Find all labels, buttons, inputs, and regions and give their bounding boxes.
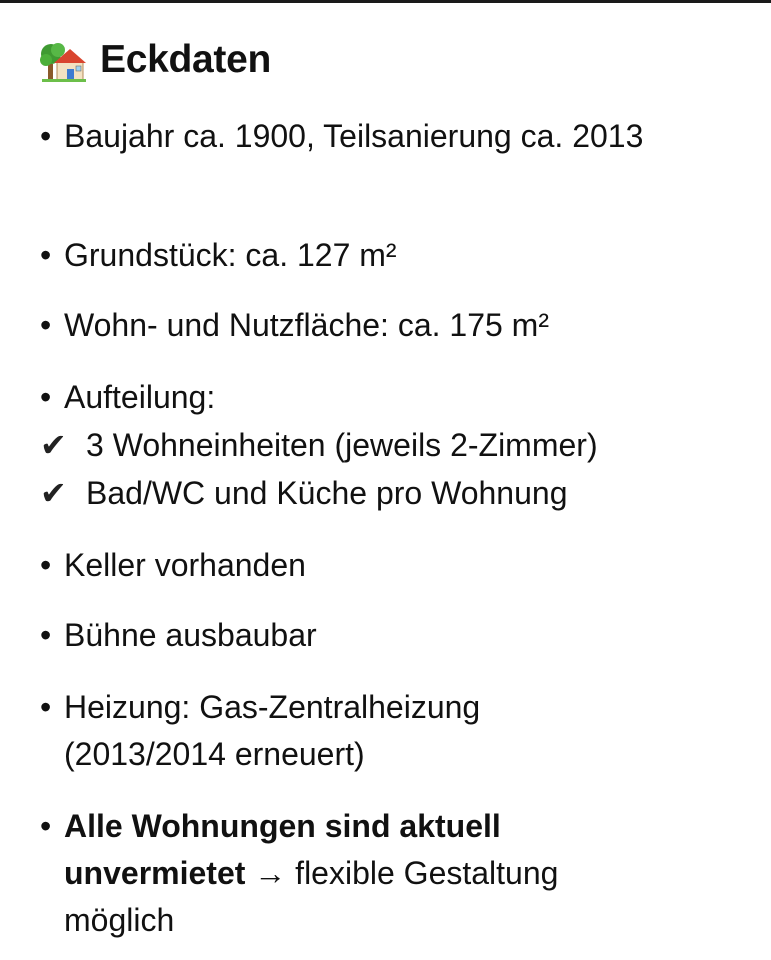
list-item-flaeche xyxy=(40,302,740,349)
list-item-text: Bühne ausbaubar xyxy=(64,617,317,653)
bullet: • xyxy=(40,118,52,154)
check-item-wohneinheiten xyxy=(40,422,598,469)
list-item-buehne xyxy=(40,612,740,659)
bullet: • xyxy=(40,547,52,583)
bullet: • xyxy=(40,617,52,653)
checkmark-icon: ✔ xyxy=(40,427,67,463)
house-with-garden-icon xyxy=(40,36,88,84)
top-border xyxy=(0,0,771,3)
list-item-text: Aufteilung: xyxy=(64,379,216,415)
check-item-bad-kueche xyxy=(40,470,567,517)
bullet: • xyxy=(40,237,52,273)
list-item-baujahr xyxy=(40,113,740,160)
list-item-text: Baujahr ca. 1900, Teilsanierung ca. 2013 xyxy=(64,118,644,154)
list-item-vermietung xyxy=(40,803,740,944)
list-item-keller xyxy=(40,542,740,589)
list-item-text: Keller vorhanden xyxy=(64,547,306,583)
checkmark-icon: ✔ xyxy=(40,475,67,511)
list-item-bold-text: Alle Wohnungen sind aktuell unvermietet xyxy=(64,808,501,891)
list-item-rest-text: → flexible Gestaltung möglich xyxy=(64,855,559,938)
list-item-text: Grundstück: ca. 127 m² xyxy=(64,237,397,273)
bullet: • xyxy=(40,379,52,415)
list-item-text: Heizung: Gas-Zentralheizung (2013/2014 erneuert) xyxy=(64,689,481,772)
list-item-text: Wohn- und Nutzfläche: ca. 175 m² xyxy=(64,307,549,343)
list-item-grundstueck xyxy=(40,232,740,279)
bullet: • xyxy=(40,808,52,844)
check-item-text: 3 Wohneinheiten (jeweils 2-Zimmer) xyxy=(86,427,598,463)
list-item-text xyxy=(64,803,664,944)
check-item-text: Bad/WC und Küche pro Wohnung xyxy=(86,475,568,511)
bullet: • xyxy=(40,689,52,725)
list-item-aufteilung xyxy=(40,374,740,421)
section-heading xyxy=(40,34,271,86)
bullet: • xyxy=(40,307,52,343)
list-item-heizung xyxy=(40,684,740,778)
heading-title: Eckdaten xyxy=(100,38,272,81)
